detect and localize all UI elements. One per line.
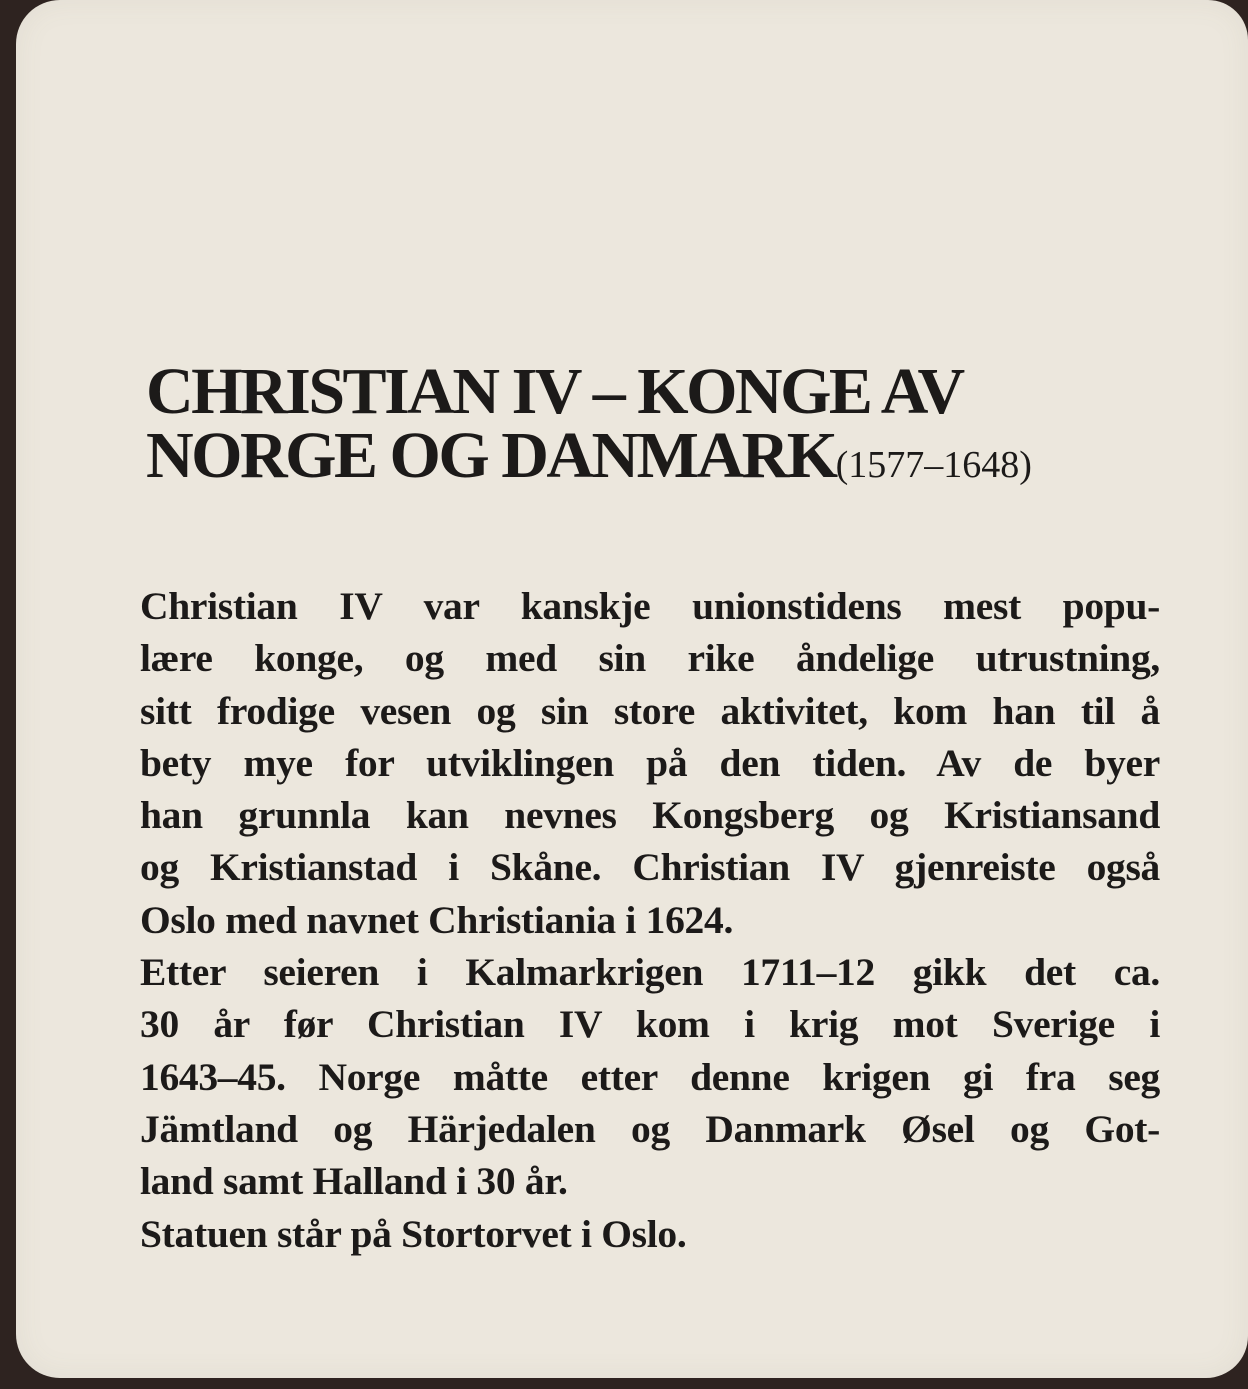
body-line: og Kristianstad i Skåne. Christian IV gjenreiste også (140, 845, 1160, 890)
body-line: land samt Halland i 30 år. (140, 1159, 568, 1204)
body-line: Jämtland og Härjedalen og Danmark Øsel og Got- (140, 1106, 1160, 1151)
body-line: han grunnla kan nevnes Kongsberg og Kristiansand (140, 793, 1160, 838)
body-line: 30 år før Christian IV kom i krig mot Sverige i (140, 1002, 1160, 1047)
title-line-2 (146, 419, 1176, 497)
body-line: Statuen står på Stortorvet i Oslo. (140, 1211, 687, 1256)
card (16, 0, 1248, 1378)
body-line: 1643–45. Norge måtte etter denne krigen gi fra seg (140, 1054, 1160, 1099)
title (146, 355, 1176, 497)
body-line: lære konge, og med sin rike åndelige utrustning, (140, 636, 1160, 681)
body-line: Christian IV var kanskje unionstidens mest popu- (140, 584, 1160, 628)
body-text (140, 580, 1160, 1260)
title-line-1: CHRISTIAN IV – KONGE AV (146, 355, 963, 428)
body-line: bety mye for utviklingen på den tiden. Av de byer (140, 740, 1160, 785)
title-years: (1577–1648) (835, 444, 1032, 486)
body-line: Oslo med navnet Christiania i 1624. (140, 897, 734, 942)
body-line: Etter seieren i Kalmarkrigen 1711–12 gikk det ca. (140, 950, 1160, 995)
body-line: sitt frodige vesen og sin store aktivitet, kom han til å (140, 688, 1160, 733)
title-line-2-text: NORGE OG DANMARK (146, 419, 836, 492)
